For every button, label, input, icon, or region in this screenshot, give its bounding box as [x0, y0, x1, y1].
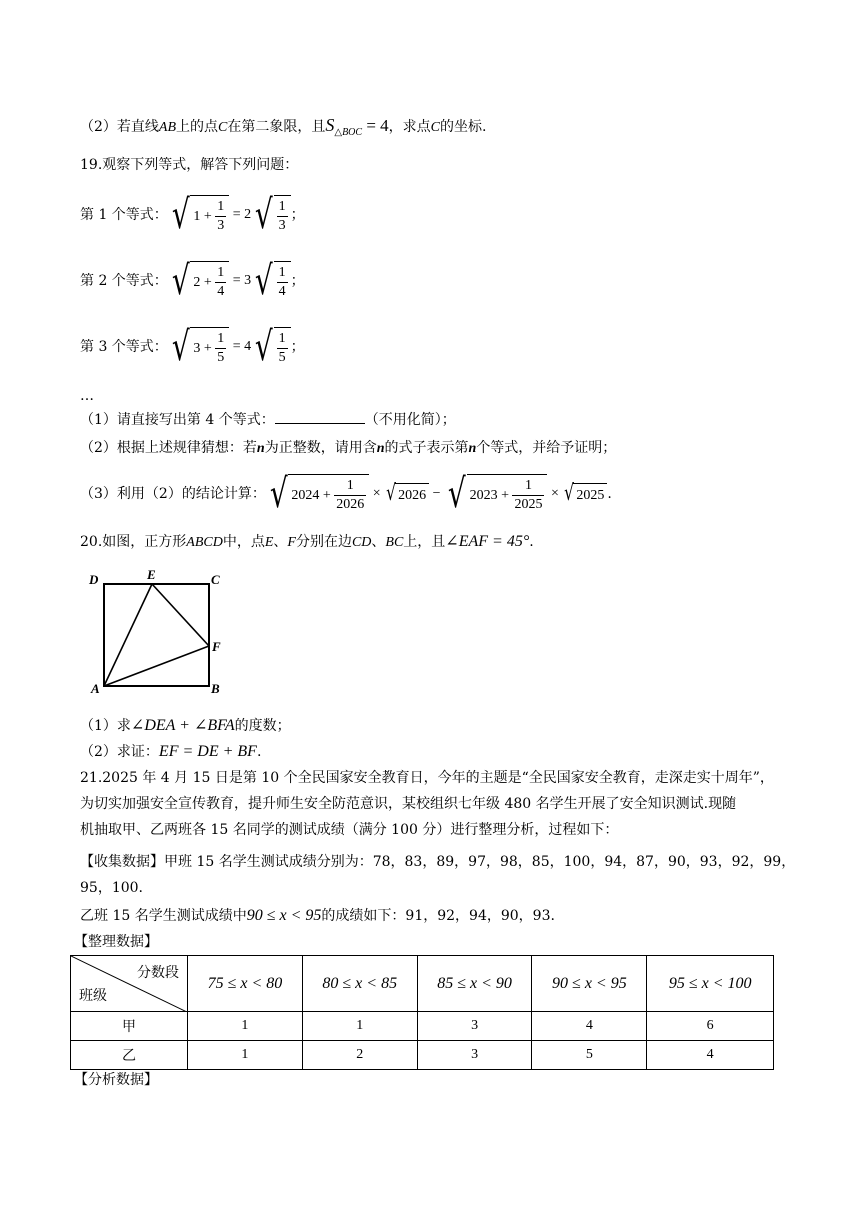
answer-blank: [275, 423, 365, 424]
q19-title: 19.观察下列等式，解答下列问题：: [80, 157, 299, 173]
q21-yi-text2: 的成绩如下：91，92，94，90，93.: [321, 908, 555, 924]
eq-frac: [215, 330, 226, 367]
cell: 1: [302, 1012, 417, 1041]
q19-dots: …: [80, 388, 94, 404]
var-n: n: [256, 441, 265, 456]
table-row: [71, 1041, 774, 1070]
cell: 4: [532, 1012, 647, 1041]
cell: 3: [417, 1041, 532, 1070]
q20-text2: 中，点: [222, 534, 265, 550]
q19-eq-2: 第 2 个等式： √ 2 + $\frac{1}{4}$ = 3 √ $\frac{1}{4}$ ；: [80, 258, 305, 304]
q19-p3-text: （3）利用（2）的结论计算：: [80, 486, 266, 502]
q20-p2-expr: EF = DE + BF: [158, 743, 257, 760]
label-c: C: [211, 572, 220, 587]
sqrt-left: √ 1 + $\frac{1}{3}$: [168, 195, 229, 235]
side-cd: CD: [351, 535, 372, 550]
q18-text3: 在第二象限，且: [227, 119, 326, 135]
table-row: [71, 1012, 774, 1041]
frac-den: 2026: [336, 497, 365, 512]
q20-title: [80, 532, 534, 553]
eq-frac-r: [277, 264, 288, 301]
q19-p2-text2: 为正整数，请用含: [264, 440, 377, 456]
cell: 5: [532, 1041, 647, 1070]
q18-area-symbol: S: [325, 115, 335, 135]
q18-area-sub: △BOC: [334, 126, 363, 138]
q19-part3: （3）利用（2）的结论计算： √ 2024 + $\frac{1}{2026}$ × √ 2026 − √ 2023 + $\frac{1}{2025}$ × √ 2025 .: [80, 471, 612, 517]
q20-text3: 分别在边: [295, 534, 352, 550]
row-name: 乙: [71, 1041, 188, 1070]
q18-text: （2）若直线: [80, 119, 159, 135]
q20-part1: [80, 716, 291, 736]
angle-eaf: ∠EAF = 45°: [445, 533, 530, 550]
root-r2: 2025: [573, 483, 607, 506]
cell: 1: [188, 1012, 303, 1041]
square-figure: [86, 565, 236, 700]
label-e: E: [147, 567, 156, 582]
corner-top-label: 分数段: [137, 965, 179, 981]
q18-text2: 上的点: [176, 119, 219, 135]
frac-den: 4: [217, 284, 225, 299]
q19-p1-text: （1）请直接写出第 4 个等式：: [80, 412, 275, 428]
side-bc: BC: [385, 535, 404, 550]
sqrt-left: √ 2 + $\frac{1}{4}$: [168, 261, 229, 301]
point-e: E: [264, 535, 274, 550]
semicolon: ；: [290, 273, 305, 289]
sqrt-term2: √ 2023 + $\frac{1}{2025}$: [444, 474, 547, 514]
q19-p2-text3: 的式子表示第: [384, 440, 469, 456]
frac-den: 3: [217, 218, 225, 233]
cell: 2: [302, 1041, 417, 1070]
q18-part2: [80, 115, 486, 143]
frac-num: 1: [215, 330, 226, 349]
label-a: A: [91, 681, 100, 696]
q19-eq-1: 第 1 个等式： √ 1 + $\frac{1}{3}$ = 2 √ $\frac{1}{3}$ ；: [80, 192, 305, 238]
q19-p2-text: （2）根据上述规律猜想：若: [80, 440, 257, 456]
root-r1: 2026: [395, 483, 429, 506]
q20-p1-end: 的度数；: [234, 718, 291, 734]
row-name: 甲: [71, 1012, 188, 1041]
eq-a: 1: [193, 208, 201, 224]
eq-frac: [215, 198, 226, 235]
q21-line2: 为切实加强安全宣传教育，提升师生安全防范意识，某校组织七年级 480 名学生开展了安全知识测试.现随: [80, 796, 737, 812]
frac-den: 2025: [514, 497, 543, 512]
frac-num: 1: [215, 264, 226, 283]
cell: 6: [647, 1012, 774, 1041]
q21-yi-range: 90 ≤ x < 95: [246, 907, 322, 924]
var-n: n: [468, 441, 477, 456]
sqrt-right: √ $\frac{1}{5}$: [251, 327, 291, 367]
label-d: D: [89, 572, 99, 587]
header-cell: 85 ≤ x < 90: [417, 956, 532, 1012]
frac-num: 1: [512, 477, 544, 496]
label-f: F: [212, 639, 221, 654]
q20-p2-end: .: [256, 744, 262, 760]
sqrt-r1: √ 2026: [384, 483, 429, 506]
eq-a: 3: [193, 340, 201, 356]
cell: 1: [188, 1041, 303, 1070]
point-f: F: [287, 535, 296, 550]
q18-text4: ，求点: [388, 119, 431, 135]
q21-line1: 21.2025 年 4 月 15 日是第 10 个全民国家安全教育日，今年的主题是“全民国家安全教育，走深走实十周年”，: [80, 770, 774, 786]
eq-a: 2: [193, 274, 201, 290]
label-b: B: [211, 681, 220, 696]
term-frac1: [334, 477, 366, 514]
q20-text: 20.如图，正方形: [80, 534, 187, 550]
sqrt-term1: √ 2024 + $\frac{1}{2026}$: [266, 474, 369, 514]
q21-collect: 【收集数据】甲班 15 名学生测试成绩分别为：78，83，89，97，98，85，100，94，87，90，93，92，99，: [80, 854, 796, 870]
q20-p1-text: （1）求: [80, 718, 131, 734]
sqrt-right: √ $\frac{1}{4}$: [251, 261, 291, 301]
q20-part2: [80, 742, 261, 762]
q18-area-value: = 4: [362, 116, 389, 135]
frac-num: 1: [334, 477, 366, 496]
square-name: ABCD: [186, 535, 223, 550]
term-a2: 2023: [469, 487, 498, 503]
sep: 、: [273, 534, 288, 550]
header-cell: 95 ≤ x < 100: [647, 956, 774, 1012]
sqrt-right: √ $\frac{1}{3}$: [251, 195, 291, 235]
q21-yi: [80, 906, 555, 926]
corner-bottom-label: 班级: [79, 988, 107, 1004]
semicolon: ；: [290, 339, 305, 355]
header-cell: 90 ≤ x < 95: [532, 956, 647, 1012]
term-frac2: [512, 477, 544, 514]
table-corner: [71, 956, 188, 1012]
q20-p1-expr: ∠DEA + ∠BFA: [130, 717, 235, 734]
frac-num-r: 1: [277, 198, 288, 217]
cell: 4: [647, 1041, 774, 1070]
score-table: [70, 955, 774, 1070]
q21-analyze: 【分析数据】: [74, 1072, 158, 1088]
q21-organize: 【整理数据】: [74, 934, 158, 950]
var-n: n: [376, 441, 385, 456]
cell: 3: [417, 1012, 532, 1041]
eq-coef: 2: [244, 207, 252, 222]
q18-c: C: [218, 120, 228, 135]
q20-text4: 上，且: [403, 534, 446, 550]
eq-label: 第 3 个等式：: [80, 339, 168, 355]
q21-collect2: 95，100.: [80, 880, 143, 896]
frac-den-r: 3: [278, 218, 286, 233]
q19-eq-3: 第 3 个等式： √ 3 + $\frac{1}{5}$ = 4 √ $\frac{1}{5}$ ；: [80, 324, 305, 370]
frac-num: 1: [215, 198, 226, 217]
q18-ab: AB: [158, 120, 177, 135]
frac-den: 5: [217, 350, 225, 365]
eq-frac: [215, 264, 226, 301]
header-cell: 80 ≤ x < 85: [302, 956, 417, 1012]
q20-end: .: [529, 534, 534, 550]
sqrt-r2: √ 2025: [562, 483, 607, 506]
q21-yi-text: 乙班 15 名学生测试成绩中: [80, 908, 247, 924]
term-a1: 2024: [291, 487, 320, 503]
eq-label: 第 1 个等式：: [80, 207, 168, 223]
frac-num-r: 1: [277, 330, 288, 349]
eq-coef: 4: [244, 339, 252, 354]
q20-p2-text: （2）求证：: [80, 744, 159, 760]
q18-c2: C: [430, 120, 441, 135]
q19-part2: [80, 438, 616, 459]
eq-label: 第 2 个等式：: [80, 273, 168, 289]
sep: 、: [371, 534, 386, 550]
semicolon: ；: [290, 207, 305, 223]
header-cell: 75 ≤ x < 80: [188, 956, 303, 1012]
eq-coef: 3: [244, 273, 252, 288]
sqrt-left: √ 3 + $\frac{1}{5}$: [168, 327, 229, 367]
q19-p2-text4: 个等式，并给予证明；: [476, 440, 617, 456]
q19-p3-end: .: [607, 486, 612, 502]
q19-part1: [80, 410, 456, 430]
q21-line3: 机抽取甲、乙两班各 15 名同学的测试成绩（满分 100 分）进行整理分析，过程如下：: [80, 822, 619, 838]
eq-frac-r: [277, 330, 288, 367]
eq-frac-r: [277, 198, 288, 235]
frac-num-r: 1: [277, 264, 288, 283]
q18-text5: 的坐标.: [440, 119, 487, 135]
frac-den-r: 4: [278, 284, 286, 299]
frac-den-r: 5: [278, 350, 286, 365]
q19-p1-end: （不用化简）；: [364, 412, 456, 428]
